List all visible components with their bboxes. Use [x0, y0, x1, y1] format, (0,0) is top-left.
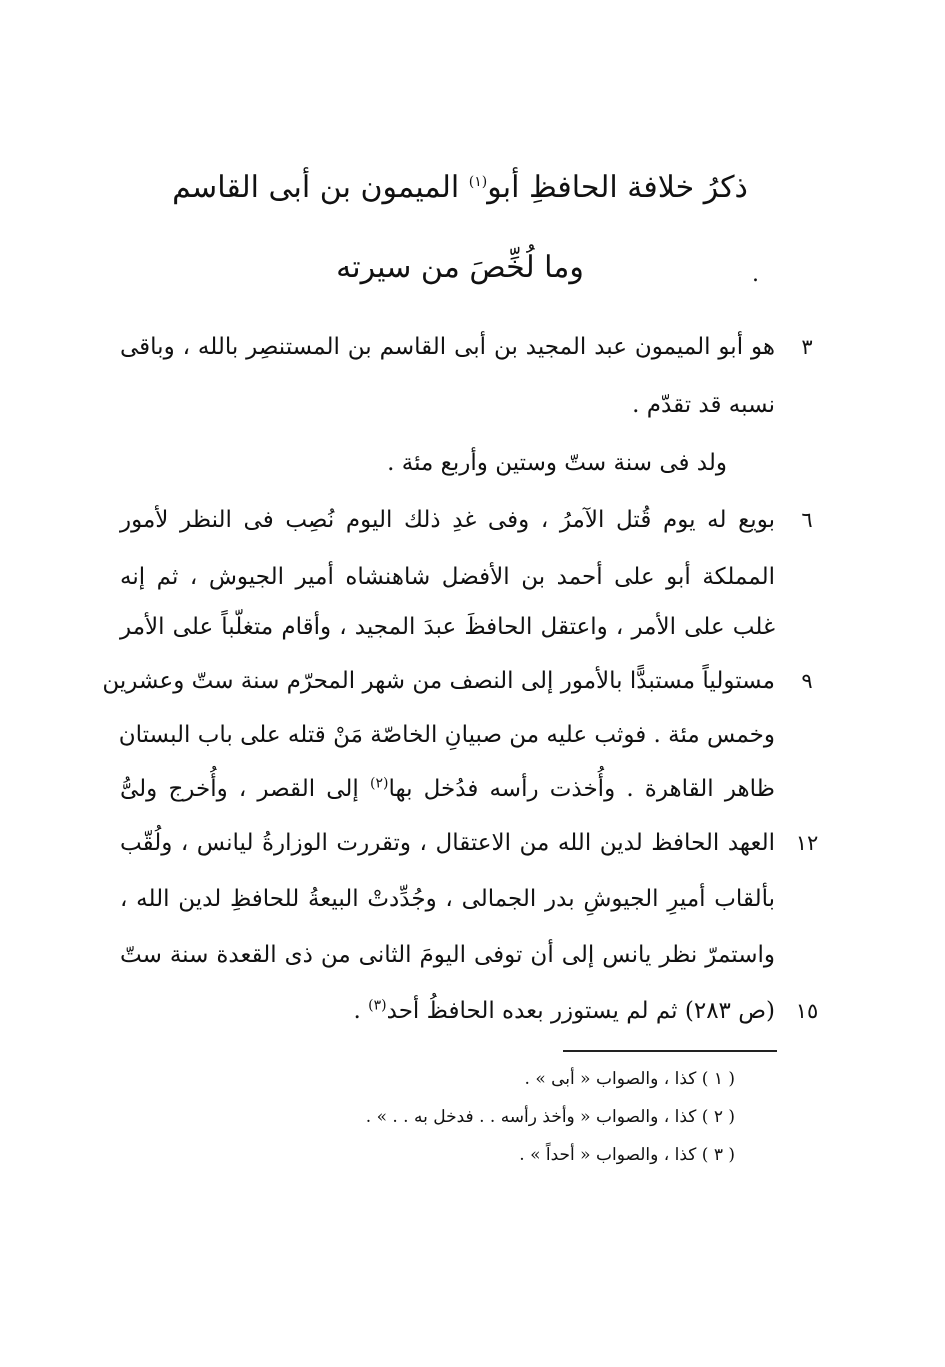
- line-number: ٦: [801, 508, 813, 532]
- line-number: ٩: [801, 669, 813, 693]
- chapter-title-line-2: وما لُخِّصَ من سيرته: [336, 250, 584, 285]
- body-line: العهد الحافظ لدين الله من الاعتقال ، وتقررت الوزارةُ ليانس ، ولُقّب: [120, 830, 775, 856]
- body-text: إلى القصر ، وأُخرج ولىُّ: [120, 776, 370, 802]
- chapter-title-line-1: [150, 168, 770, 208]
- body-line: واستمرّ نظر يانس إلى أن توفى اليومَ الثانى من ذى القعدة سنة ستّ: [120, 942, 775, 968]
- body-text: (ص ٢٨٣) ثم لم يستوزر بعده الحافظُ أحد: [386, 998, 775, 1024]
- title-dot: .: [752, 262, 759, 287]
- body-line: هو أبو الميمون عبد المجيد بن أبى القاسم بن المستنصِر بالله ، وباقى: [120, 334, 775, 360]
- body-line: بويع له يوم قُتل الآمرُ ، وفى غدِ ذلك اليوم نُصِب فى النظر لأمور: [120, 507, 775, 533]
- footnote-ref-1: (١): [468, 174, 488, 190]
- body-line: نسبه قد تقدّم .: [632, 392, 775, 418]
- line-number: ١٥: [795, 999, 819, 1023]
- footnote-3: ( ٣ ) كذا ، والصواب « أحداً » .: [519, 1145, 735, 1165]
- body-line: مستولياً مستبدًّا بالأمور إلى النصف من شهر المحرّم سنة ستّ وعشرين: [102, 668, 775, 694]
- body-line: وخمس مئة . فوثب عليه من صبيانِ الخاصّة مَنْ قتله على باب البستان: [118, 722, 775, 748]
- body-text: .: [353, 998, 369, 1024]
- body-line: بألقاب أميرِ الجيوشِ بدر الجمالى ، وجُدِّدتْ البيعةُ للحافظِ لدين الله ،: [120, 886, 775, 912]
- body-line: [120, 772, 775, 806]
- body-line: ولد فى سنة ستّ وستين وأربع مئة .: [387, 450, 727, 476]
- footnote-2: ( ٢ ) كذا ، والصواب « وأخذ رأسه . . فدخل به . . » .: [365, 1107, 735, 1127]
- line-number: ٣: [801, 335, 813, 359]
- chapter-title-text-b: الميمون بن أبى القاسم: [172, 170, 469, 205]
- footnote-ref-3: (٣): [368, 997, 387, 1014]
- body-line: غلب على الأمر ، واعتقل الحافظَ عبدَ المجيد ، وأقام متغلّباً على الأمر: [120, 614, 775, 640]
- footnote-ref-2: (٢): [369, 775, 389, 792]
- body-line: المملكة أبو على أحمد بن الأفضل شاهنشاه أمير الجيوش ، ثم إنه: [120, 564, 775, 590]
- chapter-title-text-a: ذكرُ خلافة الحافظِ أبو: [487, 170, 748, 205]
- line-number: ١٢: [795, 831, 819, 855]
- footnote-1: ( ١ ) كذا ، والصواب « أبى » .: [524, 1069, 735, 1089]
- body-text: ظاهر القاهرة . وأُخذت رأسه فدُخل بها: [388, 776, 775, 802]
- body-line: [354, 994, 775, 1028]
- footnote-divider: [563, 1050, 777, 1052]
